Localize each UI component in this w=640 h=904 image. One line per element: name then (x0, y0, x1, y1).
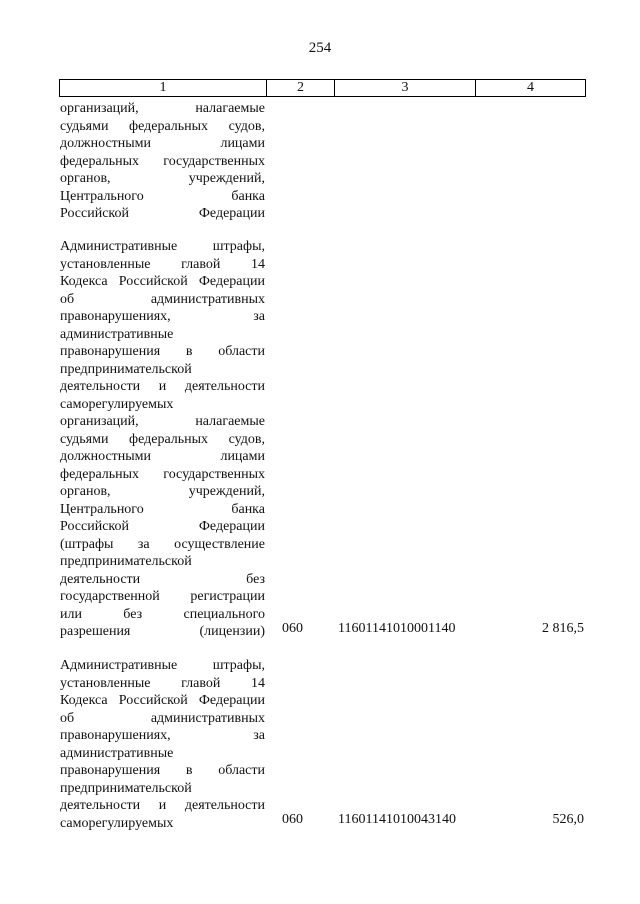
description-line: организаций, налагаемые (60, 101, 265, 116)
description-line: установленные главой 14 (60, 675, 265, 691)
description-line: государственной регистрации (60, 589, 265, 604)
description-line: Административные штрафы, (60, 239, 265, 254)
description-line: предпринимательской (60, 780, 192, 796)
description-line: правонарушениях, за (60, 309, 265, 324)
budget-classification-code: 11601141010001140 (338, 621, 456, 636)
description-line: органов, учреждений, (60, 484, 265, 499)
description-line: судьями федеральных судов, (60, 431, 265, 447)
page-number: 254 (308, 40, 332, 56)
row-description (60, 100, 265, 223)
description-line: органов, учреждений, (60, 171, 265, 186)
description-line: правонарушения в области (60, 763, 265, 778)
description-line: деятельности и деятельности (60, 379, 265, 394)
description-line: Административные штрафы, (60, 658, 265, 673)
description-line: Российской Федерации (60, 206, 265, 221)
description-line: должностными лицами (60, 449, 265, 464)
description-line: административные (60, 326, 174, 342)
description-line: федеральных государственных (60, 466, 265, 482)
amount: 2 816,5 (542, 621, 584, 636)
description-line: или без специального (60, 606, 265, 622)
description-line: судьями федеральных судов, (60, 118, 265, 134)
description-line: Центрального банка (60, 501, 265, 517)
description-line: саморегулируемых (60, 815, 174, 831)
description-line: предпринимательской (60, 554, 192, 569)
column-header-3: 3 (334, 80, 475, 96)
description-line: Кодекса Российской Федерации (60, 693, 265, 708)
description-line: Центрального банка (60, 188, 265, 204)
description-line: правонарушения в области (60, 344, 265, 359)
description-line: предпринимательской (60, 361, 192, 377)
description-line: Российской Федерации (60, 519, 265, 534)
description-line: (штрафы за осуществление (60, 536, 265, 552)
description-line: разрешения (лицензии) (60, 624, 265, 639)
description-line: организаций, налагаемые (60, 414, 265, 429)
row-description (60, 238, 265, 641)
description-line: об административных (60, 291, 265, 307)
description-line: установленные главой 14 (60, 256, 265, 272)
description-line: деятельности и деятельности (60, 798, 265, 813)
table-header (59, 79, 586, 97)
description-line: должностными лицами (60, 136, 265, 151)
description-line: саморегулируемых (60, 396, 174, 412)
budget-classification-code: 11601141010043140 (338, 812, 456, 827)
row-description (60, 657, 265, 832)
description-line: федеральных государственных (60, 153, 265, 169)
description-line: правонарушениях, за (60, 728, 265, 743)
column-header-1: 1 (159, 80, 167, 95)
admin-code: 060 (282, 621, 303, 636)
description-line: деятельности без (60, 571, 265, 587)
description-line: об административных (60, 710, 265, 726)
column-header-2: 2 (266, 80, 334, 96)
column-header-4: 4 (475, 80, 585, 96)
description-line: административные (60, 745, 174, 761)
amount: 526,0 (552, 812, 584, 827)
admin-code: 060 (282, 812, 303, 827)
description-line: Кодекса Российской Федерации (60, 274, 265, 289)
